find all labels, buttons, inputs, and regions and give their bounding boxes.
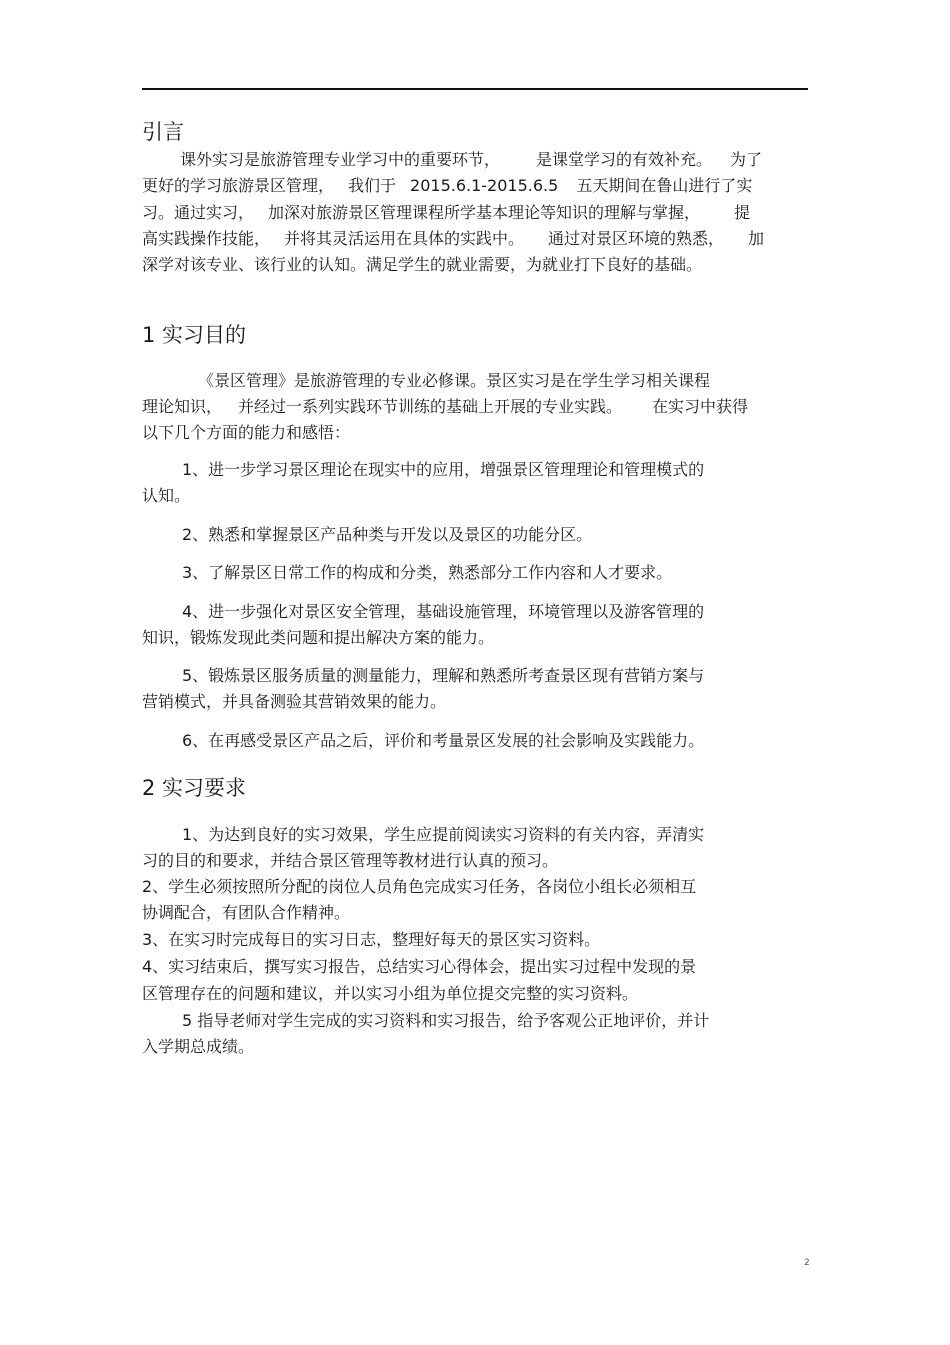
section2-line-8: 5 指导老师对学生完成的实习资料和实习报告，给予客观公正地评价，并计 (182, 1011, 710, 1030)
section1-item-5-line-2: 营销模式，并具备测验其营销效果的能力。 (142, 692, 447, 711)
section1-intro-line-2: 理论知识， 并经过一系列实践环节训练的基础上开展的专业实践。 在实习中获得 (142, 397, 749, 416)
section1-intro-line-1: 《景区管理》是旅游管理的专业必修课。景区实习是在学生学习相关课程 (198, 371, 711, 390)
header-rule (142, 88, 808, 90)
intro-line-3: 习。通过实习， 加深对旅游景区管理课程所学基本理论等知识的理解与掌握， 提 (142, 203, 751, 222)
section1-item-1-line-2: 认知。 (142, 486, 191, 505)
section2-line-2: 习的目的和要求，并结合景区管理等教材进行认真的预习。 (142, 851, 559, 870)
section1-item-6: 6、在再感受景区产品之后，评价和考量景区发展的社会影响及实践能力。 (182, 731, 705, 750)
section2-line-5: 3、在实习时完成每日的实习日志，整理好每天的景区实习资料。 (142, 930, 601, 949)
page-number: 2 (804, 1258, 810, 1268)
section2-line-3: 2、学生必须按照所分配的岗位人员角色完成实习任务，各岗位小组长必须相互 (142, 877, 697, 896)
section1-item-3: 3、了解景区日常工作的构成和分类，熟悉部分工作内容和人才要求。 (182, 563, 673, 582)
section2-line-1: 1、为达到良好的实习效果，学生应提前阅读实习资料的有关内容，弄清实 (182, 825, 705, 844)
section1-heading: 1 实习目的 (142, 323, 247, 347)
intro-line-4: 高实践操作技能， 并将其灵活运用在具体的实践中。 通过对景区环境的熟悉， 加 (142, 229, 765, 248)
section2-line-7: 区管理存在的问题和建议，并以实习小组为单位提交完整的实习资料。 (142, 984, 639, 1003)
section2-line-6: 4、实习结束后，撰写实习报告，总结实习心得体会，提出实习过程中发现的景 (142, 957, 697, 976)
section2-line-9: 入学期总成绩。 (142, 1037, 255, 1056)
section1-item-1-line-1: 1、进一步学习景区理论在现实中的应用，增强景区管理理论和管理模式的 (182, 460, 705, 479)
section2-line-4: 协调配合，有团队合作精神。 (142, 903, 351, 922)
intro-line-1: 课外实习是旅游管理专业学习中的重要环节， 是课堂学习的有效补充。 为了 (180, 150, 763, 169)
section1-item-4-line-2: 知识，锻炼发现此类问题和提出解决方案的能力。 (142, 628, 495, 647)
intro-line-5: 深学对该专业、该行业的认知。满足学生的就业需要，为就业打下良好的基础。 (142, 255, 703, 274)
section1-item-5-line-1: 5、锻炼景区服务质量的测量能力，理解和熟悉所考查景区现有营销方案与 (182, 666, 705, 685)
intro-heading: 引言 (142, 120, 184, 144)
intro-line-2: 更好的学习旅游景区管理， 我们于 2015.6.1-2015.6.5 五天期间在鲁山进行了实 (142, 176, 753, 195)
section2-heading: 2 实习要求 (142, 776, 247, 800)
section1-item-4-line-1: 4、进一步强化对景区安全管理，基础设施管理，环境管理以及游客管理的 (182, 602, 705, 621)
section1-intro-line-3: 以下几个方面的能力和感悟： (142, 423, 351, 442)
section1-item-2: 2、熟悉和掌握景区产品种类与开发以及景区的功能分区。 (182, 525, 593, 544)
